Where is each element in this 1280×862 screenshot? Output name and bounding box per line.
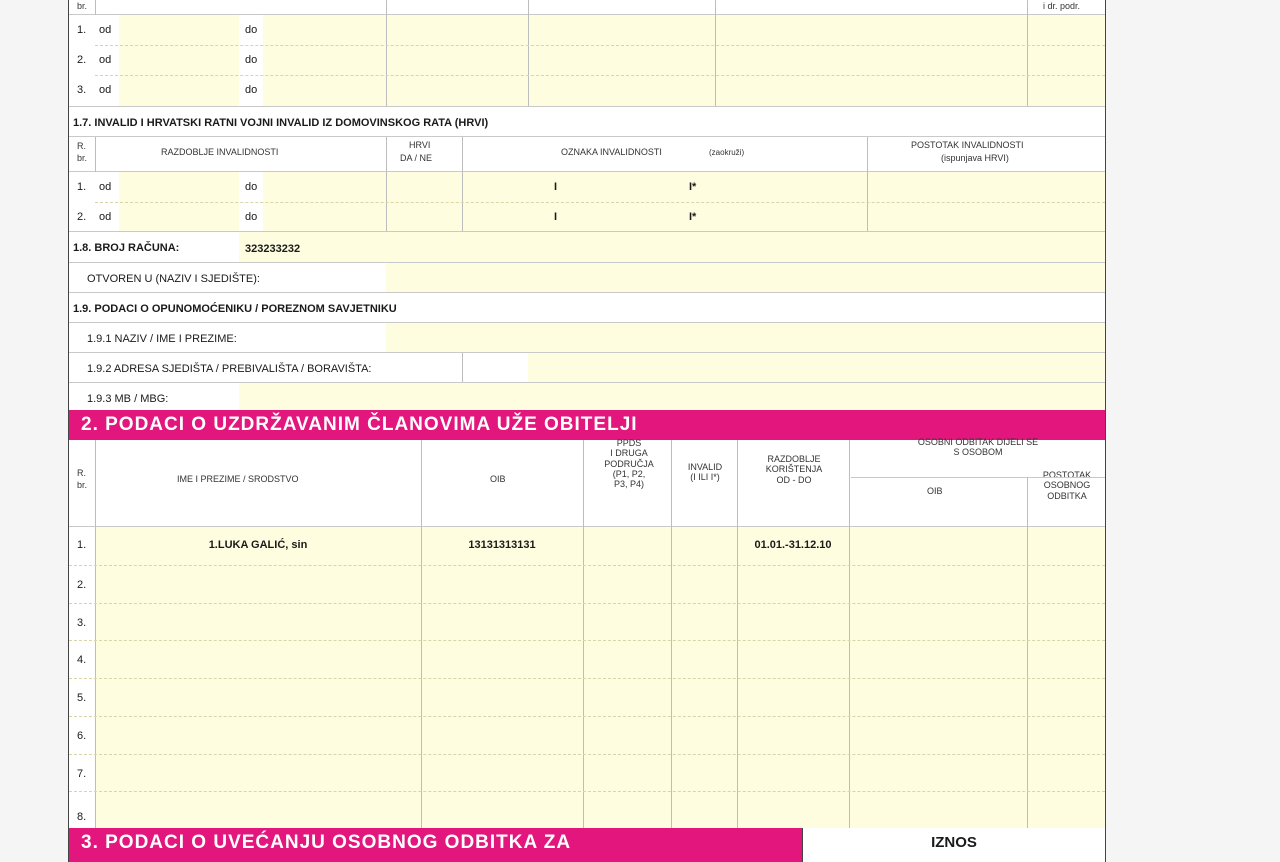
ppds-header-line: I DRUGA <box>610 448 648 459</box>
shared-header-line: S OSOBOM <box>953 447 1003 458</box>
rbr-label-top: R. <box>77 468 86 478</box>
family-member-row <box>69 527 1105 565</box>
section-1-6-row <box>69 45 1105 75</box>
section-1-6-row <box>69 75 1105 106</box>
section-3-title: 3. PODACI O UVEĆANJU OSOBNOG ODBITKA ZA <box>81 832 572 853</box>
mark-header: OZNAKA INVALIDNOSTI <box>561 147 662 157</box>
ppds-header-line: PPDS <box>616 438 642 448</box>
shared-deduction-header <box>851 437 1105 458</box>
section-3-title-bar <box>69 828 802 862</box>
family-member-row <box>69 791 1105 828</box>
period-header-line: KORIŠTENJA <box>765 464 823 475</box>
proxy-name-label: 1.9.1 NAZIV / IME I PREZIME: <box>87 333 237 345</box>
name-header: IME I PREZIME / SRODSTVO <box>177 474 299 484</box>
ppds-header-line: PODRUČJA <box>604 458 654 469</box>
section-1-6-row <box>69 15 1105 45</box>
rbr-label-bottom: br. <box>77 153 88 163</box>
proxy-address-label-cell <box>69 353 528 382</box>
proxy-address-field[interactable] <box>533 360 1097 378</box>
divider <box>69 678 1105 679</box>
proxy-mb-field[interactable] <box>243 390 747 408</box>
to-label: do <box>245 181 258 193</box>
invalid-option-i[interactable]: I <box>554 211 558 223</box>
ppds-header-line: P3, P4) <box>613 479 644 490</box>
shared-pct-line: ODBITKA <box>1047 490 1087 501</box>
row-number: 3. <box>77 617 87 629</box>
opened-label: OTVOREN U (NAZIV I SJEDIŠTE): <box>87 273 260 285</box>
ppds-header-line: (P1, P2, <box>612 469 646 480</box>
shared-header-line: OSOBNI ODBITAK DIJELI SE <box>917 437 1039 447</box>
family-member-row <box>69 603 1105 640</box>
shared-pct-line: POSTOTAK <box>1042 470 1092 480</box>
divider <box>69 565 1105 566</box>
section-1-9-title: 1.9. PODACI O OPUNOMOĆENIKU / POREZNOM SAVJETNIKU <box>73 303 397 315</box>
proxy-mb-label-cell <box>69 383 239 410</box>
hrvi-header-bottom: DA / NE <box>400 153 433 163</box>
pct-header-top: POSTOTAK INVALIDNOSTI <box>911 140 1024 150</box>
section-1-9-title-row <box>69 293 1105 322</box>
row-number: 2. <box>77 54 87 66</box>
family-member-row <box>69 678 1105 716</box>
family-member-row <box>69 640 1105 678</box>
ppds-header <box>585 438 673 490</box>
rbr-label-bottom: br. <box>77 480 88 490</box>
oib-header: OIB <box>490 474 506 484</box>
divider <box>69 791 1105 792</box>
period-header-line: RAZDOBLJE <box>767 454 821 464</box>
invalid-header-line: INVALID <box>687 462 723 472</box>
amount-header-cell <box>802 828 1105 862</box>
row-number: 1. <box>77 539 87 551</box>
pct-header-bottom: (ispunjava HRVI) <box>941 153 1009 163</box>
from-label: od <box>99 211 112 223</box>
period-header-line: OD - DO <box>776 474 812 485</box>
invalid-header-line: (I ILI I*) <box>690 472 720 483</box>
account-label-cell <box>69 232 239 262</box>
section-1-7-row <box>69 202 1105 231</box>
row-number: 1. <box>77 181 87 193</box>
hrvi-header-top: HRVI <box>409 140 431 150</box>
shared-pct-line: OSOBNOG <box>1043 480 1091 491</box>
section-1-7-row <box>69 172 1105 202</box>
account-number-field[interactable] <box>243 240 647 258</box>
row-number: 8. <box>77 811 87 823</box>
section-1-7-header-row <box>69 137 1105 171</box>
row-number: 6. <box>77 730 87 742</box>
rbr-label: br. <box>77 1 88 11</box>
invalid-header <box>673 462 737 483</box>
section-2-header-row <box>69 437 1105 526</box>
invalid-option-i-star[interactable]: I* <box>689 181 697 193</box>
section-1-6-header-row <box>69 0 1105 14</box>
member-oib[interactable]: 13131313131 <box>468 539 536 551</box>
proxy-mb-label: 1.9.3 MB / MBG: <box>87 393 169 405</box>
family-member-row <box>69 754 1105 791</box>
section-2-title-bar <box>69 410 1105 440</box>
row-number: 2. <box>77 211 87 223</box>
proxy-name-label-cell <box>69 323 386 352</box>
col-right-label: i dr. podr. <box>1043 1 1081 11</box>
from-label: od <box>99 84 112 96</box>
family-member-row <box>69 716 1105 754</box>
to-label: do <box>245 54 258 66</box>
invalid-option-i[interactable]: I <box>554 181 558 193</box>
row-number: 4. <box>77 654 87 666</box>
from-label: od <box>99 54 112 66</box>
divider <box>95 202 1105 203</box>
proxy-name-field[interactable] <box>391 330 1095 348</box>
divider <box>95 75 1105 76</box>
member-period[interactable]: 01.01.-31.12.10 <box>754 539 832 551</box>
divider <box>69 754 1105 755</box>
row-number: 1. <box>77 24 87 36</box>
to-label: do <box>245 84 258 96</box>
to-label: do <box>245 211 258 223</box>
divider <box>69 716 1105 717</box>
opened-label-cell <box>69 263 386 292</box>
divider <box>851 477 1105 478</box>
amount-label: IZNOS <box>931 834 977 851</box>
from-label: od <box>99 24 112 36</box>
account-label: 1.8. BROJ RAČUNA: <box>73 242 180 254</box>
invalid-option-i-star[interactable]: I* <box>689 211 697 223</box>
proxy-address-label: 1.9.2 ADRESA SJEDIŠTA / PREBIVALIŠTA / BORAVIŠTA: <box>87 363 372 375</box>
divider <box>69 640 1105 641</box>
section-2-title: 2. PODACI O UZDRŽAVANIM ČLANOVIMA UŽE OBITELJI <box>81 414 638 435</box>
row-number: 2. <box>77 579 87 591</box>
tax-form-page <box>68 0 1106 862</box>
period-header: RAZDOBLJE INVALIDNOSTI <box>161 147 279 157</box>
bank-name-field[interactable] <box>391 270 1095 288</box>
section-1-7-title: 1.7. INVALID I HRVATSKI RATNI VOJNI INVALID IZ DOMOVINSKOG RATA (HRVI) <box>73 117 489 129</box>
mark-note: (zaokruži) <box>709 148 745 157</box>
row-number: 7. <box>77 768 87 780</box>
member-name[interactable]: 1.LUKA GALIĆ, sin <box>208 539 308 551</box>
shared-pct-header <box>1029 470 1105 501</box>
row-number: 5. <box>77 692 87 704</box>
shared-oib-header: OIB <box>927 486 943 496</box>
divider <box>462 353 463 382</box>
divider <box>95 45 1105 46</box>
from-label: od <box>99 181 112 193</box>
section-1-7-title-row <box>69 107 1105 136</box>
to-label: do <box>245 24 258 36</box>
row-number: 3. <box>77 84 87 96</box>
divider <box>69 603 1105 604</box>
family-member-row <box>69 565 1105 603</box>
period-header <box>739 454 849 485</box>
rbr-label-top: R. <box>77 141 86 151</box>
